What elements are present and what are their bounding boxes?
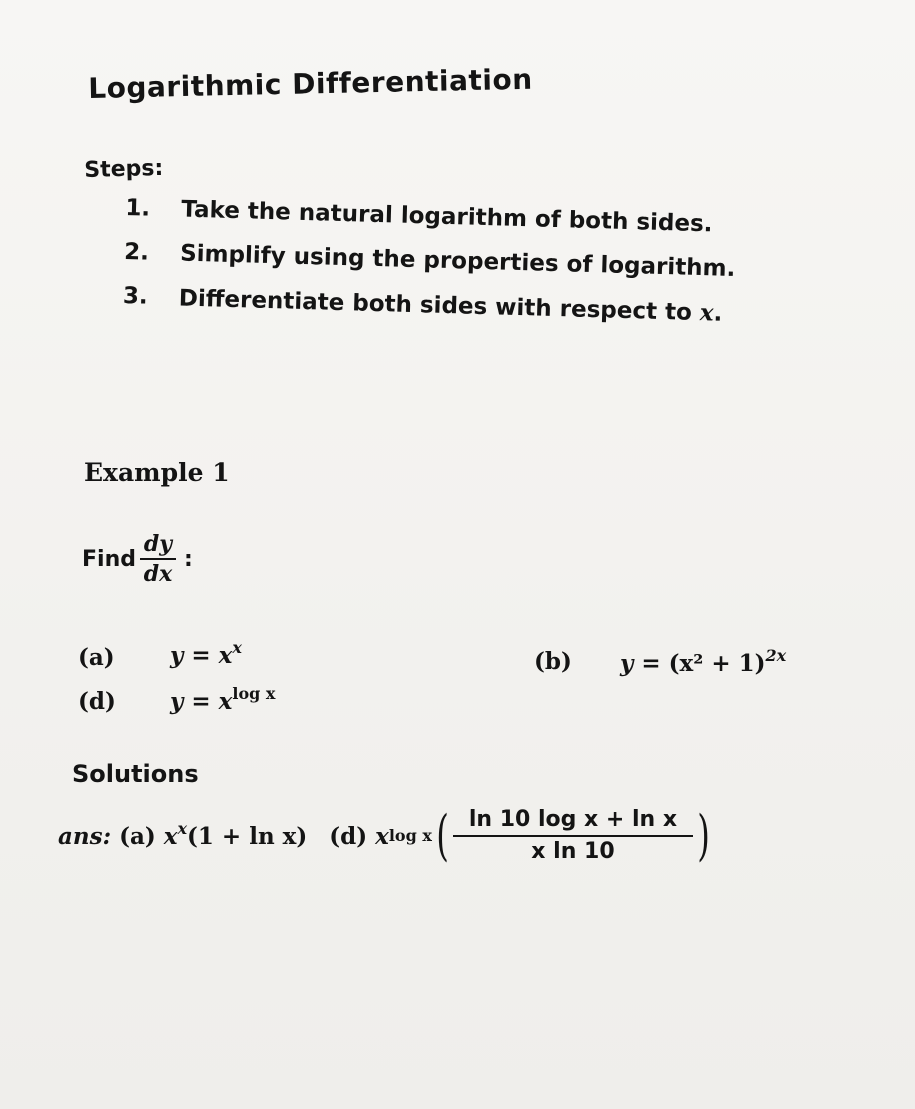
problem-label: (d) bbox=[78, 688, 116, 715]
find-colon: : bbox=[183, 546, 193, 572]
derivative-fraction bbox=[140, 530, 176, 588]
left-paren: ( bbox=[436, 804, 449, 867]
ans-label: ans: bbox=[58, 822, 112, 850]
page-title: Logarithmic Differentiation bbox=[88, 62, 533, 105]
step-number: 3. bbox=[122, 282, 149, 310]
step-text: Simplify using the properties of logarithm. bbox=[179, 240, 736, 283]
problem-label: (a) bbox=[78, 644, 115, 671]
find-instruction bbox=[82, 530, 193, 588]
step-number: 2. bbox=[123, 238, 150, 266]
step-text: Take the natural logarithm of both sides. bbox=[181, 196, 713, 238]
find-label: Find bbox=[82, 546, 136, 572]
answers-row bbox=[58, 805, 714, 867]
answer-d-fraction bbox=[453, 805, 693, 867]
answer-a: (a) $x^x(1 + \ln x)$ bbox=[119, 818, 308, 850]
answer-d-numerator: ln 10 log x + ln x bbox=[468, 807, 678, 832]
problem-a-expression: $y = x^x$ bbox=[170, 638, 242, 669]
steps-list bbox=[122, 186, 737, 335]
problem-label: (b) bbox=[534, 648, 572, 675]
derivative-numerator: dy bbox=[143, 531, 173, 557]
right-paren: ) bbox=[697, 804, 710, 867]
problem-b-expression: $y = (x^2 + 1)^{2x}$ bbox=[620, 646, 787, 677]
derivative-denominator: dx bbox=[143, 561, 173, 587]
problem-d-expression: $y = x^{log x}$ bbox=[170, 684, 276, 715]
problem-a bbox=[78, 644, 115, 671]
solutions-heading: Solutions bbox=[72, 760, 199, 788]
step-text: Differentiate both sides with respect to x. bbox=[178, 285, 723, 327]
steps-heading: Steps: bbox=[84, 155, 164, 183]
problem-b bbox=[534, 648, 572, 675]
answer-d-denominator: x ln 10 bbox=[531, 839, 615, 864]
example-heading: Example 1 bbox=[84, 458, 230, 487]
answer-d: (d) x log x ( $\frac{\text{ln 10 log x + ln x}}{\text{x ln 10}}$ ) bbox=[329, 804, 710, 867]
step-number: 1. bbox=[125, 194, 151, 222]
problem-d bbox=[78, 688, 116, 715]
